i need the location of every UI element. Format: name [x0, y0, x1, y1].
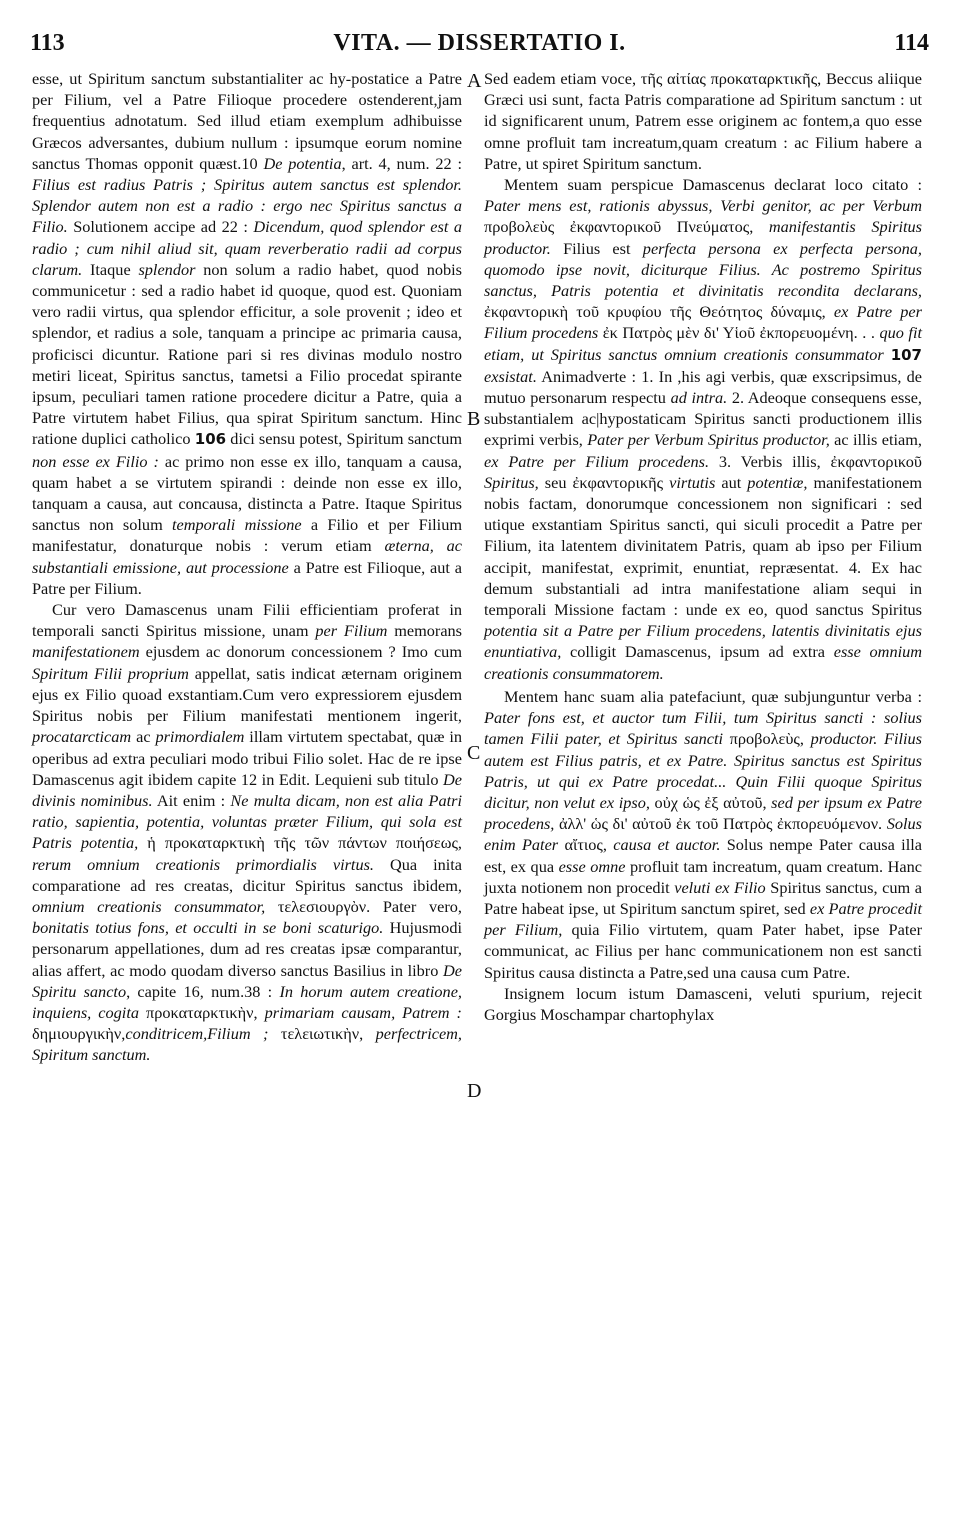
margin-letter-a: A	[467, 70, 482, 92]
margin-letter-b: B	[467, 408, 481, 430]
running-title: VITA. — DISSERTATIO I.	[333, 30, 626, 56]
paragraph-l1: esse, ut Spiritum sanctum substantialiter ac hy-postatice a Patre per Filium, vel a Patre Filioque procedere ostenderent,jam frequentius adnotatum. Sed illud etiam exemplum adhibuisse Græcos adversantes, dubium nullum : ipsumque eorum nomine sanctus Thomas opponit quæst.10 De potentia, art. 4, num. 22 : Filius est radius Patris ; Spiritus autem sanctus est splendor. Splendor autem non est a radio : ergo nec Spiritus sanctus a Filio. Solutionem accipe ad 22 : Dicendum, quod splendor est a radio ; cum nihil aliud sit, quam reverberatio radii ad corpus clarum. Itaque splendor non solum a radio habet, quod nobis communicetur : sed a radio habet id quoque, quod est. Quoniam vero radii virtus, qua splendor efficitur, a sole provenit ; ideo et splendor, et radius a sole, tanquam a principe ac primaria causa, proficisci dicuntur. Ratione pari si res divinas modulo nostro metiri liceat, Spiritus sanctus, tametsi a Filio procedat spirante ipsum, peculiari tamen ratione procedere dicitur a Patre, quia a Patre virtutem habet Filius, qua spirat Spiritum sanctum. Hinc ratione duplici catholico 106 dici sensu potest, Spiritum sanctum non esse ex Filio : ac primo non esse ex illo, tanquam a causa, quam habet a se virtutem spirandi : deinde non esse ex illo, tanquam a causa, aut concausa, distincta a Patre. Itaque Spiritus sanctus non solum temporali missione a Filio et per Filium manifestatur, donaturque nobis : verum etiam æterna, ac substantiali emissione, aut processione a Patre est Filioque, aut a Patre per Filium.	[32, 69, 463, 598]
running-header	[30, 30, 929, 66]
paragraph-r2: Mentem suam perspicue Damascenus declarat loco citato : Pater mens est, rationis abyssus, Verbi genitor, ac per Verbum προβολεὺς ἐκφαντορικοῦ Πνεύματος, manifestantis Spiritus productor. Filius est perfecta persona ex perfecta persona, quomodo ipse novit, diciturque Filius. Ac postremo Spiritus sanctus, Patris potentia et divinitatis recondita declarans, ἐκφαντορικὴ τοῦ κρυφίου τῆς Θεότητος δύναμις, ex Patre per Filium procedens ἐκ Πατρὸς μὲν δι' Υἱοῦ ἐκπορευομένη. . . quo fit etiam, ut Spiritus sanctus omnium creationis consummator 107 exsistat. Animadverte : 1. In ,his agi verbis, quæ exscripsimus, de mutuo personarum respectu ad intra. 2. Adeoque consequens esse, substantialem ac|hypostaticam Spiritus sancti productionem illis exprimi verbis, Pater per Verbum Spiritus productor, ac illis etiam, ex Patre per Filium procedens. 3. Verbis illis, ἐκφαντορικοῦ Spiritus, seu ἐκφαντορικῆς virtutis aut potentiæ, manifestationem nobis factam, donorumque concessionem non significari : sed utique exstantiam Spiritus sancti, qui siculi procedit a Patre per Filium, ita latentem divinitatem Patris, quam ab ipso per Filium accipit, manifestat, exprimit, enuntiat, repræsentat. 4. Ex hac demum substantiali ad intra manifestatione aliam sequi in temporali Missione factam : unde ex eo, quod sanctus Spiritus potentia sit a Patre per Filium procedens, latentis divinitatis ejus enuntiativa, colligit Damascenus, ipsum ad extra esse omnium creationis consummatorem.	[484, 175, 923, 683]
margin-letter-c: C	[467, 742, 481, 764]
margin-letter-d: D	[467, 1080, 482, 1102]
paragraph-r3: Mentem hanc suam alia patefaciunt, quæ subjunguntur verba : Pater fons est, et auctor tum Filii, tum Spiritus sancti : solius tamen Filii pater, et Spiritus sancti προβολεὺς, productor. Filius autem est Filius patris, et ex Patre. Spiritus sanctus est Spiritus Patris, ut qui ex Patre procedat... Quin Filii quoque Spiritus dicitur, non velut ex ipso, οὐχ ὡς ἐξ αὐτοῦ, sed per ipsum ex Patre procedens, ἀλλ' ὡς δι' αὐτοῦ ἐκ τοῦ Πατρὸς ἐκπορευόμενον. Solus enim Pater αἴτιος, causa et auctor. Solus nempe Pater causa illa est, ex qua esse omne profluit tam increatum, quam creatum. Hanc juxta notionem non procedit veluti ex Filio Spiritus sanctus, cum a Patre habeat ipse, ut Spiritum sanctum spiret, sed ex Patre procedit per Filium, quia Filio virtutem, quam Pater habet, ipse Pater communicat, ac Filius per hanc communicationem non est sancti Spiritus causa distincta a Patre,sed una causa cum Patre.	[484, 686, 922, 982]
paragraph-l2: Cur vero Damascenus unam Filii efficientiam proferat in temporali sancti Spiritus missione, unam per Filium memorans manifestationem ejusdem ac donorum concessionem ? Imo cum Spiritum Filii proprium appellat, satis indicat æternam originem ejus ex Filio quoad exstantiam.Cum vero expressiorem ejusdem Spiritus nobis per Filium manifestati mentionem ingerit, procatarcticam ac primordialem illam virtutem spectabat, quæ in operibus ad extra peculiari modo tribui Filio solet. Hac de re ipse Damascenus agit ibidem capite 12 in Edit. Lequieni sub titulo De divinis nominibus. Ait enim : Ne multa dicam, non est alia Patri ratio, sapientia, potentia, voluntas præter Filium, qui sola est Patris potentia, ἡ προκαταρκτικὴ τῆς τῶν πάντων ποιήσεως, rerum omnium creationis primordialis virtus. Qua inita comparatione ad res creatas, dicitur Spiritus sanctus ibidem, omnium creationis consummator, τελεσιουργὸν. Pater vero, bonitatis totius fons, et occulti in se boni scaturigo. Hujusmodi personarum appellationes, dum ad res creatas ipsæ comparantur, alias affert, ac modo quodam diverso sanctus Basilius in libro De Spiritu sancto, capite 16, num.38 : In horum autem creatione, inquiens, cogita προκαταρκτικὴν, primariam causam, Patrem : δημιουργικὴν,conditricem,Filium ; τελειωτικὴν, perfectricem, Spiritum sanctum.	[32, 600, 463, 1065]
right-column-number: 114	[894, 30, 929, 56]
paragraph-r4: Insignem locum istum Damasceni, veluti spurium, rejecit Gorgius Moschampar chartophylax	[484, 983, 922, 1024]
left-text-column	[32, 68, 462, 1066]
left-column-number: 113	[30, 30, 65, 56]
right-text-column	[484, 68, 922, 1025]
paragraph-r1: Sed eadem etiam voce, τῆς αἰτίας προκαταρκτικῆς, Beccus aliique Græci usi sunt, facta Patris comparatione ad Spiritum sanctum : ut id significarent unum, Patrem esse originem ac fontem,a quo esse omne profluit tam increatum,quam creatum : ac Filium habere a Patre, ut spiret Spiritum sanctum.	[484, 69, 922, 173]
